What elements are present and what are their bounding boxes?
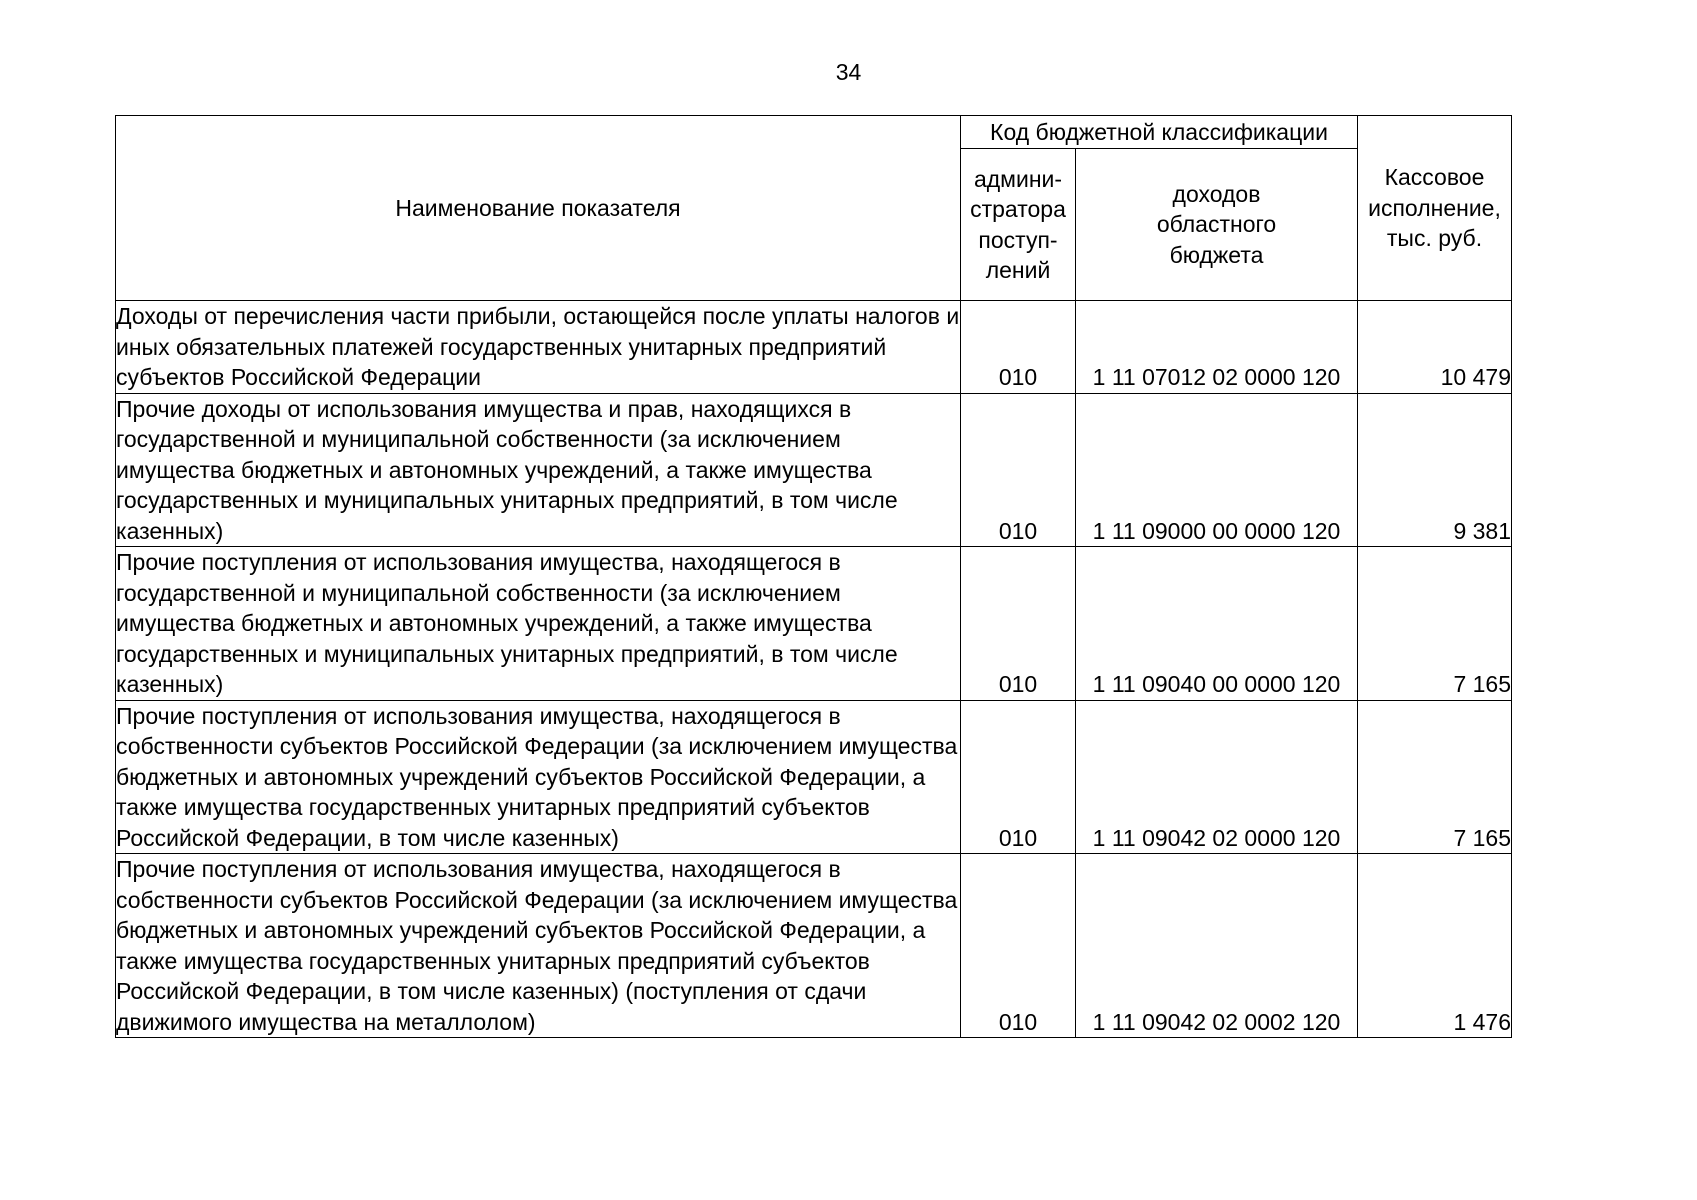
row-admin-code: 010: [961, 547, 1076, 701]
row-name: Прочие поступления от использования имущества, находящегося в государственной и муниципальной собственности (за исключением имущества бюджетных и автономных учреждений, а также имущества государственных и муниципальных унитарных предприятий, в том числе казенных): [116, 547, 961, 701]
row-classification-code: 1 11 07012 02 0000 120: [1076, 301, 1358, 394]
row-classification-code: 1 11 09042 02 0002 120: [1076, 854, 1358, 1038]
table-row: [116, 301, 1512, 394]
row-admin-code: 010: [961, 393, 1076, 547]
header-budget-classification: Код бюджетной классификации: [961, 116, 1358, 149]
row-amount: 7 165: [1358, 547, 1512, 701]
row-amount: 9 381: [1358, 393, 1512, 547]
table-row: [116, 393, 1512, 547]
header-line: Кассовое: [1384, 164, 1485, 191]
header-indicator-name: Наименование показателя: [116, 116, 961, 301]
row-name: Прочие доходы от использования имущества и прав, находящихся в государственной и муниципальной собственности (за исключением имущества бюджетных и автономных учреждений, а также имущества государственных и муниципальных унитарных предприятий, в том числе казенных): [116, 393, 961, 547]
row-name: Доходы от перечисления части прибыли, остающейся после уплаты налогов и иных обязательных платежей государственных унитарных предприятий субъектов Российской Федерации: [116, 301, 961, 394]
row-name: Прочие поступления от использования имущества, находящегося в собственности субъектов Российской Федерации (за исключением имущества бюджетных и автономных учреждений субъектов Российской Федерации, а также имущества государственных унитарных предприятий субъектов Российской Федерации, в том числе казенных) (поступления от сдачи движимого имущества на металлолом): [116, 854, 961, 1038]
header-line: доходов: [1172, 180, 1261, 207]
header-regional-budget-revenue: [1076, 149, 1358, 301]
row-amount: 7 165: [1358, 700, 1512, 854]
header-revenue-administrator: [961, 149, 1076, 301]
row-classification-code: 1 11 09040 00 0000 120: [1076, 547, 1358, 701]
header-line: тыс. руб.: [1386, 225, 1483, 252]
row-admin-code: 010: [961, 301, 1076, 394]
header-cash-execution: [1358, 116, 1512, 301]
budget-table: [115, 115, 1512, 1038]
row-amount: 1 476: [1358, 854, 1512, 1038]
row-amount: 10 479: [1358, 301, 1512, 394]
header-line: лений: [985, 257, 1051, 283]
table-row: [116, 547, 1512, 701]
header-line: исполнение,: [1368, 194, 1501, 221]
header-line: бюджета: [1169, 241, 1264, 268]
row-admin-code: 010: [961, 854, 1076, 1038]
header-line: поступ-: [978, 226, 1058, 253]
table-row: [116, 700, 1512, 854]
row-classification-code: 1 11 09000 00 0000 120: [1076, 393, 1358, 547]
row-classification-code: 1 11 09042 02 0000 120: [1076, 700, 1358, 854]
header-line: стратора: [970, 196, 1066, 222]
header-line: областного: [1156, 211, 1277, 238]
row-name: Прочие поступления от использования имущества, находящегося в собственности субъектов Российской Федерации (за исключением имущества бюджетных и автономных учреждений субъектов Российской Федерации, а также имущества государственных унитарных предприятий субъектов Российской Федерации, в том числе казенных): [116, 700, 961, 854]
page-number: 34: [835, 59, 862, 85]
row-admin-code: 010: [961, 700, 1076, 854]
header-line: админи-: [973, 165, 1063, 192]
table-row: [116, 854, 1512, 1038]
